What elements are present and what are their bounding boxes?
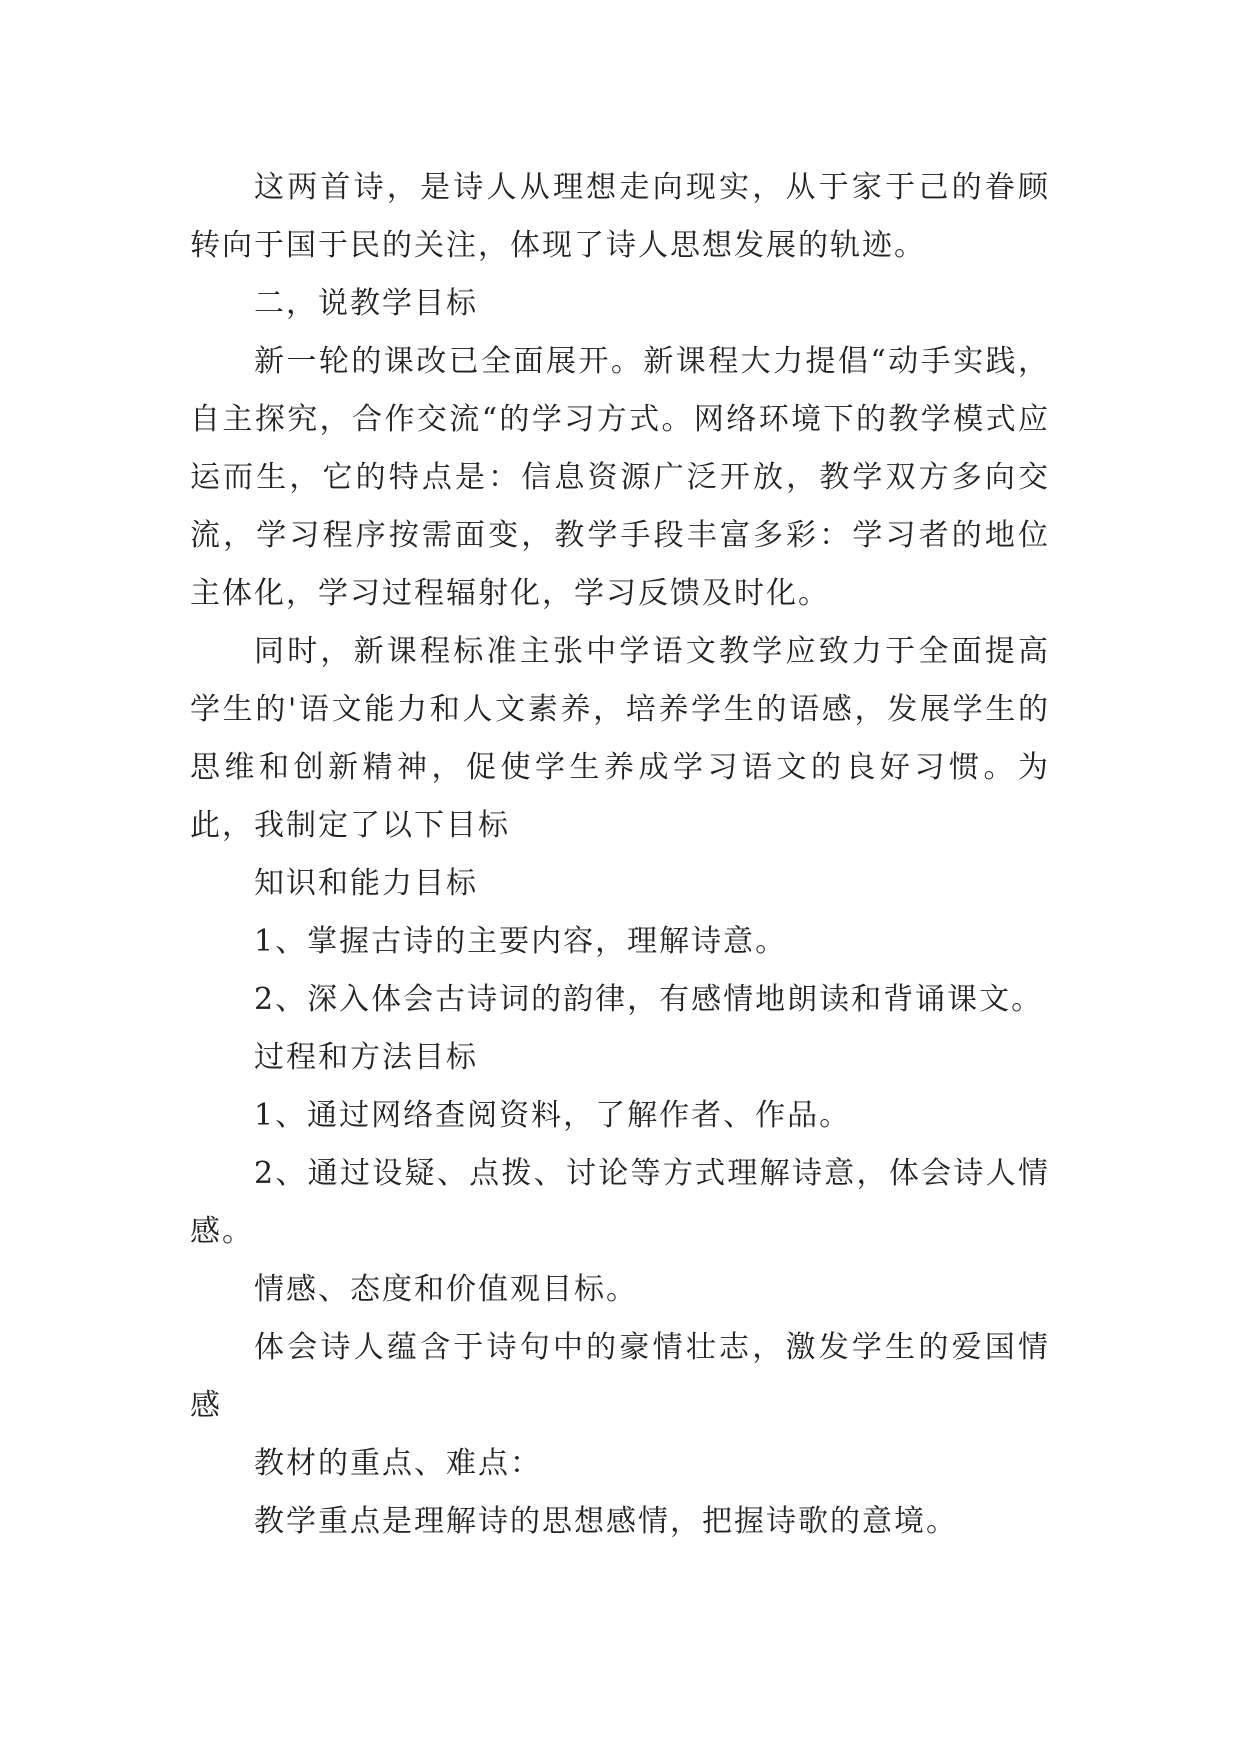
document-body <box>190 159 1050 1551</box>
subheading-key-difficult-points: 教材的重点、难点： <box>254 1446 542 1481</box>
paragraph-poems-summary: 这两首诗，是诗人从理想走向现实，从于家于己的眷顾转向于国于民的关注，体现了诗人思想发展的轨迹。 <box>190 170 1050 263</box>
paragraph-curriculum-standard: 同时，新课程标准主张中学语文教学应致力于全面提高学生的'语文能力和人文素养，培养学生的语感，发展学生的思维和创新精神，促使学生养成学习语文的良好习惯。为此，我制定了以下目标 <box>190 634 1050 843</box>
list-item-knowledge-1: 1、掌握古诗的主要内容，理解诗意。 <box>254 924 788 959</box>
list-item-process-1: 1、通过网络查阅资料，了解作者、作品。 <box>254 1098 852 1133</box>
list-item-process-2: 2、通过设疑、点拨、讨论等方式理解诗意，体会诗人情感。 <box>190 1156 1050 1249</box>
list-item-knowledge-2: 2、深入体会古诗词的韵律，有感情地朗读和背诵课文。 <box>254 982 1044 1017</box>
subheading-knowledge-ability: 知识和能力目标 <box>254 866 478 901</box>
section-heading-teaching-goals: 二，说教学目标 <box>254 286 478 321</box>
paragraph-emotion-goal: 体会诗人蕴含于诗句中的豪情壮志，激发学生的爱国情感 <box>190 1330 1050 1423</box>
subheading-emotion-values: 情感、态度和价值观目标。 <box>254 1272 638 1307</box>
subheading-process-method: 过程和方法目标 <box>254 1040 478 1075</box>
paragraph-teaching-focus: 教学重点是理解诗的思想感情，把握诗歌的意境。 <box>254 1504 958 1539</box>
paragraph-curriculum-reform: 新一轮的课改已全面展开。新课程大力提倡“动手实践，自主探究，合作交流“的学习方式。网络环境下的教学模式应运而生，它的特点是：信息资源广泛开放，教学双方多向交流，学习程序按需面变，教学手段丰富多彩：学习者的地位主体化，学习过程辐射化，学习反馈及时化。 <box>190 344 1050 611</box>
